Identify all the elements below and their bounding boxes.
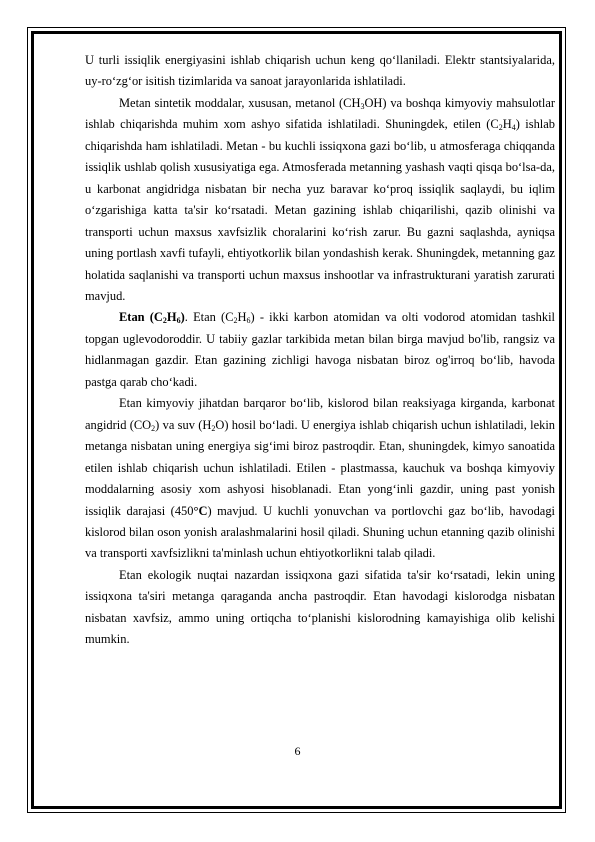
paragraph-text: ) va suv (H	[155, 417, 212, 432]
paragraph-text: Etan kimyoviy jihatdan barqaror bo‘lib, kislorod bilan reaksiyaga kirganda, karbonat angidrid (CO	[85, 396, 555, 432]
subscript: 2	[498, 123, 503, 133]
heading-text: )	[180, 310, 185, 325]
paragraph-text: Metan sintetik moddalar, xususan, metanol (CH	[119, 95, 361, 110]
page-number: 6	[294, 744, 301, 758]
subscript: 2	[151, 423, 156, 433]
document-body	[85, 50, 555, 651]
subscript: 2	[162, 316, 167, 326]
heading-text: Etan (C	[119, 310, 163, 325]
paragraph-text: ) ishlab chiqarishda ham ishlatiladi. Metan - bu kuchli issiqxona gazi bo‘lib, u atmosferaga chiqqanda issiqlik ushlab qolish xususiyatiga ega. Atmosferada metanning yashash vaqti qisqa bo‘lsa-da, u karbonat angidridga nisbatan bir necha yuz baravar ko‘proq issiqlik saqlaydi, bu iqlim o‘zgarishiga katta ta'sir ko‘rsatadi. Metan gazining ishlab chiqarilishi, qazib olinishi va transporti uchun maxsus xavfsizlik choralarini ko‘rish zarur. Bu gazni saqlashda, ayniqsa uning portlash xavfi tufayli, ehtiyotkorlik bilan yondashish kerak. Shuningdek, metanning gaz holatida saqlanishi va transporti uchun maxsus inshootlar va infrastrukturani yaratish zarurati mavjud.	[85, 117, 555, 303]
paragraph-text: . Etan (C	[184, 310, 234, 325]
paragraph-ethane-chemistry	[85, 393, 555, 565]
subscript: 6	[246, 316, 251, 326]
paragraph-ethane-ecology	[85, 565, 555, 651]
paragraph-methane	[85, 93, 555, 308]
subscript: 4	[511, 123, 516, 133]
paragraph-text: H	[502, 117, 512, 132]
paragraph-text: ) mavjud. U kuchli yonuvchan va portlovchi gaz bo‘lib, havodagi kislorod bilan oson yonish aralashmalarini hosil qiladi. Shuning uchun etanning qazib olinishi va transporti xavfsizlikni ta'minlash uchun ehtiyotkorlikni talab qiladi.	[85, 503, 555, 561]
subscript: 2	[211, 423, 216, 433]
ethane-heading	[119, 310, 185, 324]
paragraph-ethane-intro	[85, 307, 555, 393]
degree-unit: °C	[193, 503, 208, 518]
paragraph-text: U turli issiqlik energiyasini ishlab chiqarish uchun keng qo‘llaniladi. Elektr stantsiyalarida, uy-ro‘zg‘or isitish tizimlarida va sanoat jarayonlarida ishlatiladi.	[85, 53, 555, 89]
paragraph-usage	[85, 50, 555, 93]
subscript: 3	[360, 101, 365, 111]
paragraph-text: Etan ekologik nuqtai nazardan issiqxona gazi sifatida ta'sir ko‘rsatadi, lekin uning issiqxona ta'siri metanga qaraganda ancha pastroqdir. Etan havodagi kislorodga nisbatan nisbatan xavfsiz, ammo uning ortiqcha to‘planishi kislorodning kamayishiga olib kelishi mumkin.	[85, 567, 555, 647]
subscript: 6	[176, 316, 181, 326]
paragraph-text: ) - ikki karbon atomidan va olti vodorod atomidan tashkil topgan uglevodoroddir. U tabiiy gazlar tarkibida metan bilan birga mavjud bo'lib, rangsiz va hidlanmagan gazdir. Etan gazining zichligi havoga nisbatan biroz og'irroq bo‘lib, havoda pastga qarab cho‘kadi.	[85, 310, 555, 389]
paragraph-text: OH) va boshqa kimyoviy mahsulotlar ishlab chiqarishda muhim xom ashyo sifatida ishlatiladi. Shuningdek, etilen (C	[85, 95, 555, 132]
subscript: 2	[233, 316, 238, 326]
paragraph-text: H	[237, 310, 247, 325]
heading-text: H	[166, 310, 177, 325]
paragraph-text: O) hosil bo‘ladi. U energiya ishlab chiqarish uchun ishlatiladi, lekin metanga nisbatan uning energiya sig‘imi biroz pastroqdir. Etan, shuningdek, kimyo sanoatida etilen ishlab chiqarish uchun ishlatiladi. Etilen - plastmassa, kauchuk va boshqa kimyoviy moddalarning asosiy xom ashyosi hisoblanadi. Etan yong‘inli gazdir, uning past yonish issiqlik darajasi (450	[85, 417, 555, 518]
